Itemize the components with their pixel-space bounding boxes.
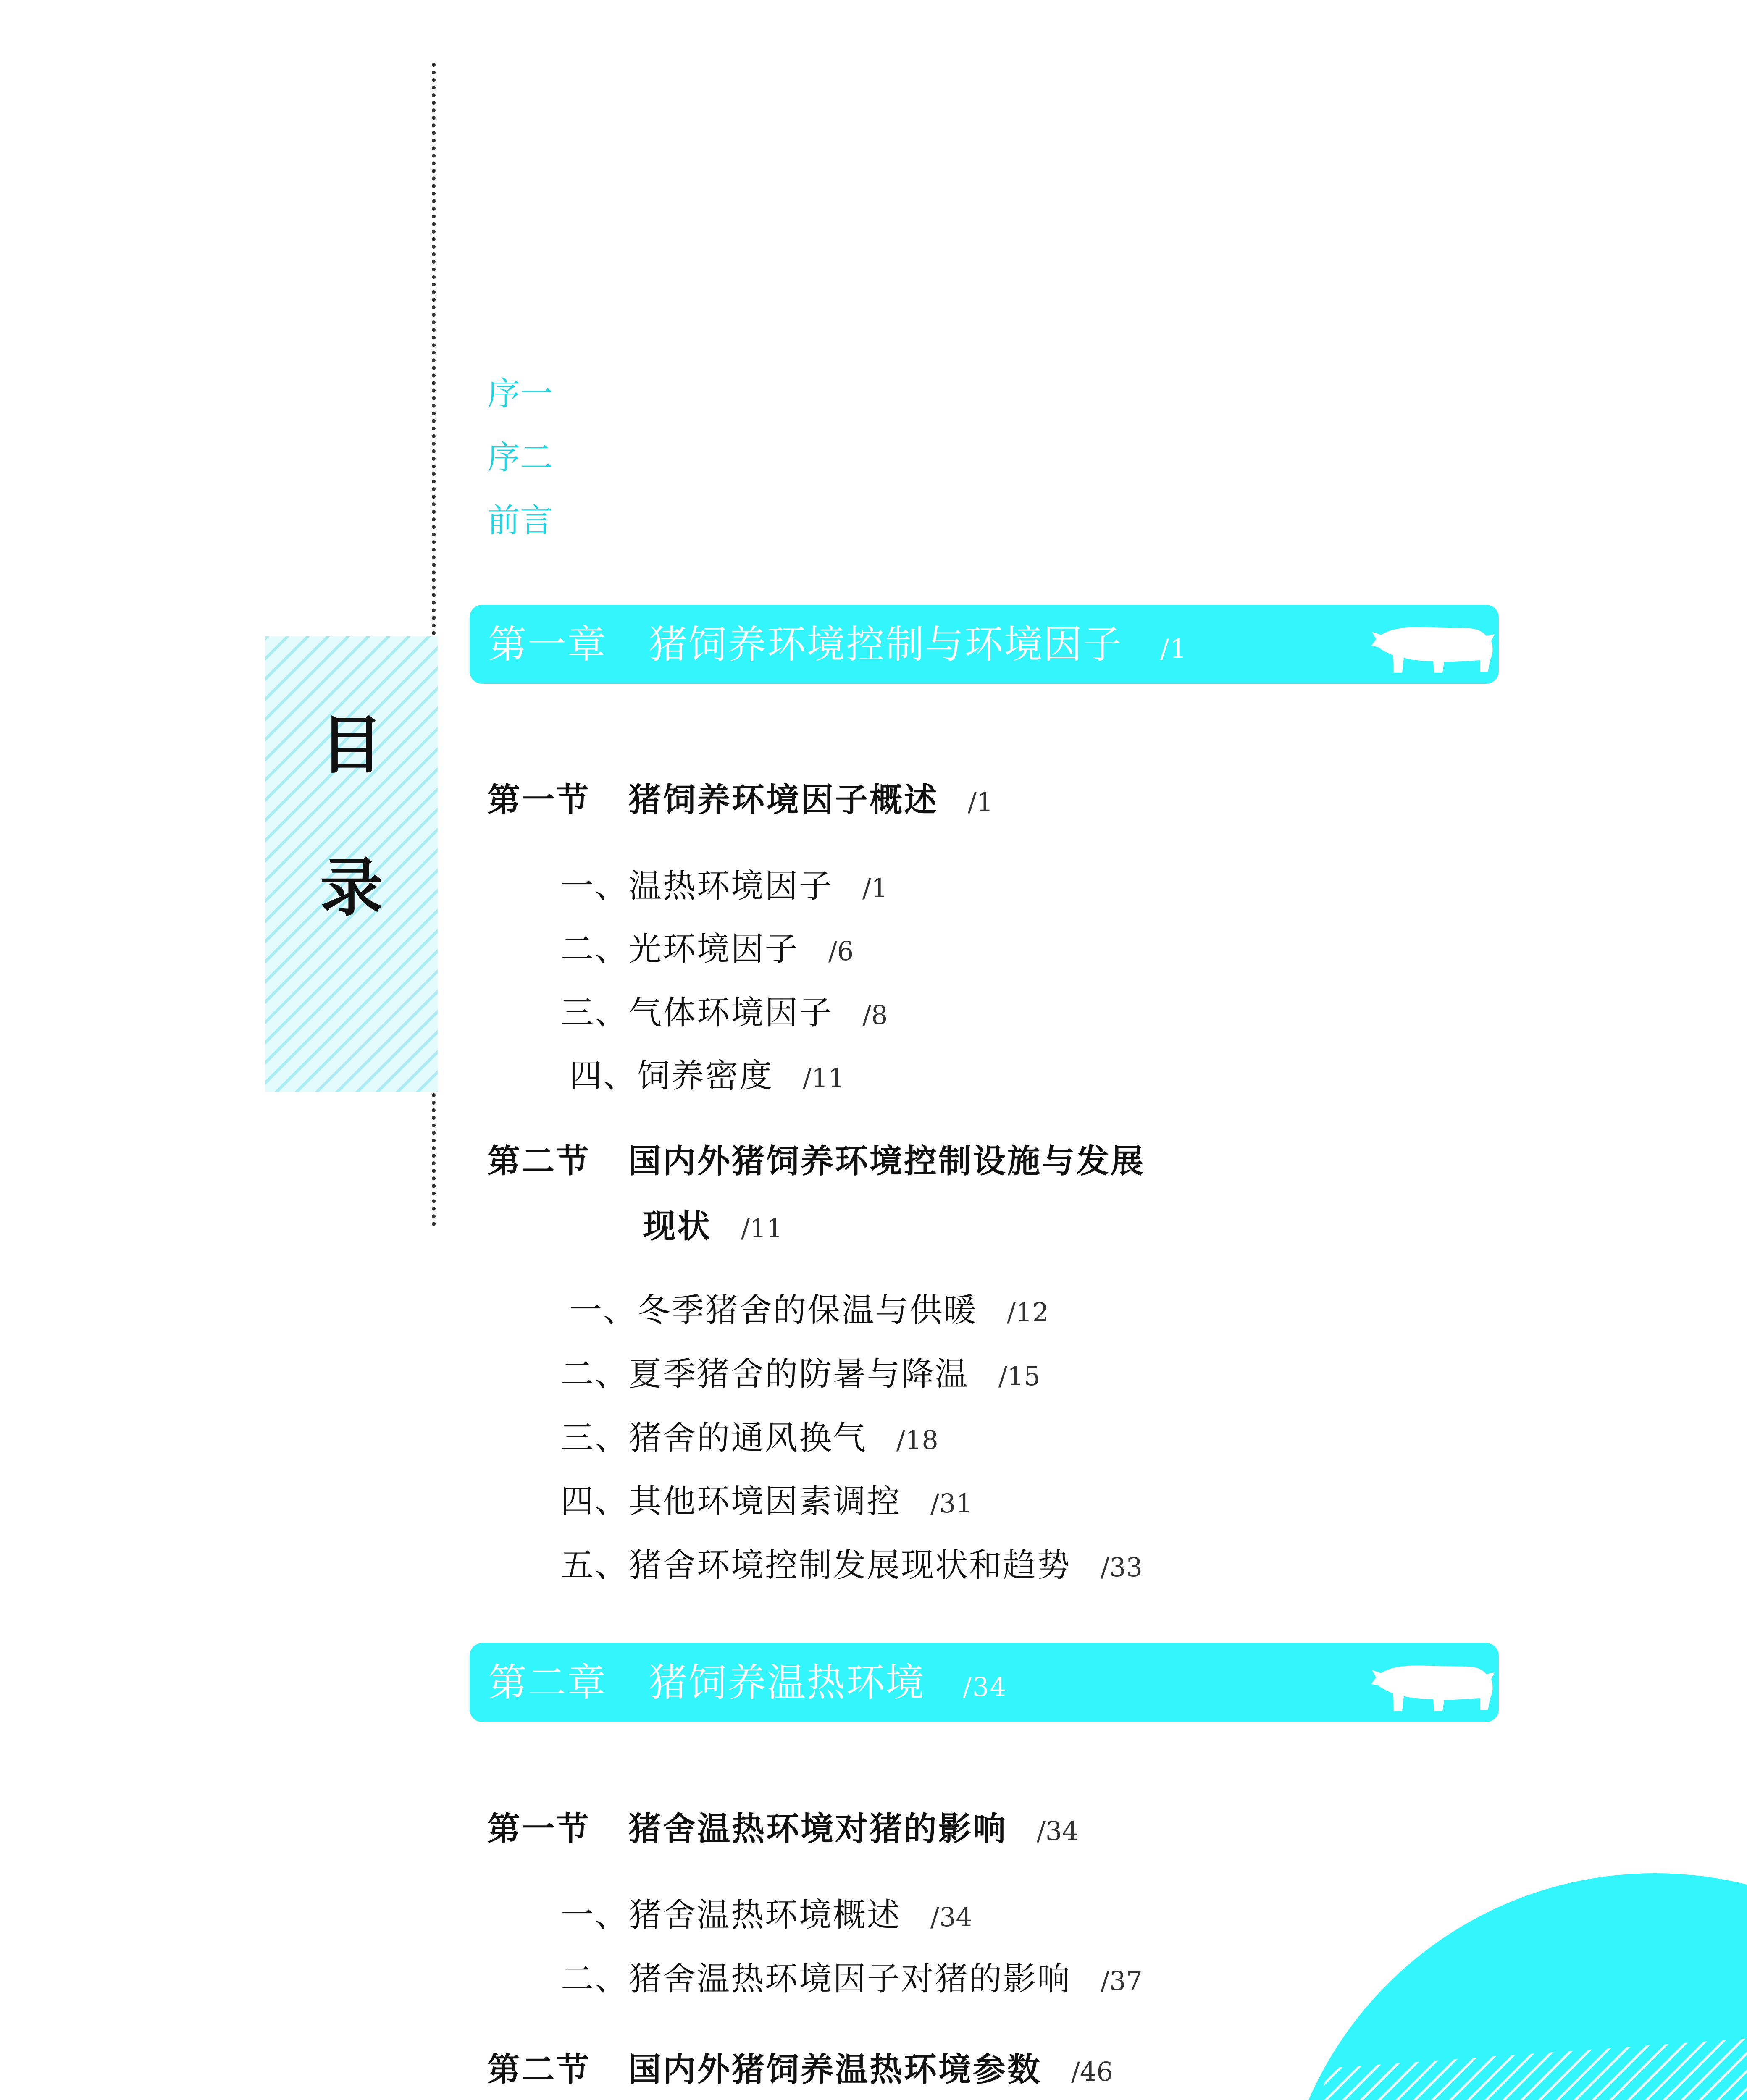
chapter-2-page: /34 <box>963 1672 1007 1702</box>
toc-item[interactable] <box>561 1958 1143 2002</box>
item-page: /31 <box>930 1488 972 1519</box>
section-title-cont: 现状 <box>643 1208 712 1245</box>
item-text: 一、冬季猪舍的保温与供暖 <box>569 1292 978 1329</box>
toc-item[interactable] <box>561 992 888 1036</box>
item-text: 四、饲养密度 <box>569 1057 774 1095</box>
section-title: 国内外猪饲养环境控制设施与发展 <box>628 1142 1145 1180</box>
chapter-2-title <box>488 1660 1007 1710</box>
chapter-1-banner[interactable] <box>470 605 1499 684</box>
toc-section-1-2[interactable] <box>487 1140 1145 1182</box>
chapter-1-label: 第一章 <box>488 622 607 667</box>
chapter-1-page: /1 <box>1160 633 1187 664</box>
item-text: 三、猪舍的通风换气 <box>561 1419 867 1457</box>
section-title: 国内外猪饲养温热环境参数 <box>628 2051 1042 2089</box>
toc-item[interactable] <box>561 865 888 909</box>
chapter-1-title <box>488 622 1187 672</box>
item-page: /6 <box>828 936 854 966</box>
section-page: /1 <box>968 787 993 817</box>
item-text: 四、其他环境因素调控 <box>561 1483 901 1520</box>
chapter-1-name: 猪饲养环境控制与环境因子 <box>649 622 1123 667</box>
toc-item[interactable] <box>561 1353 1040 1397</box>
section-page: /34 <box>1037 1816 1079 1846</box>
section-label: 第一节 <box>487 1810 591 1848</box>
chapter-2-name: 猪饲养温热环境 <box>649 1660 925 1705</box>
pig-icon <box>1369 613 1499 676</box>
toc-item[interactable] <box>561 1417 938 1461</box>
toc-item[interactable] <box>561 1894 972 1938</box>
item-page: /18 <box>896 1425 938 1455</box>
toc-entry-foreword[interactable]: 前言 <box>487 502 553 540</box>
toc-section-2-1[interactable] <box>487 1808 1079 1852</box>
section-page: /46 <box>1071 2056 1113 2087</box>
item-page: /8 <box>862 1000 888 1030</box>
toc-entry-preface-2[interactable]: 序二 <box>487 439 553 477</box>
item-text: 一、温热环境因子 <box>561 867 833 905</box>
item-page: /11 <box>803 1063 845 1093</box>
toc-item[interactable] <box>561 1480 972 1525</box>
item-text: 一、猪舍温热环境概述 <box>561 1896 901 1934</box>
section-page: /11 <box>741 1213 783 1244</box>
toc-item[interactable] <box>561 928 854 972</box>
toc-section-1-1[interactable] <box>487 779 993 823</box>
item-text: 三、气体环境因子 <box>561 994 833 1032</box>
side-title-char-2: 录 <box>320 852 383 925</box>
item-page: /12 <box>1007 1297 1049 1328</box>
section-title: 猪饲养环境因子概述 <box>628 781 939 819</box>
chapter-2-banner[interactable] <box>470 1643 1499 1722</box>
item-text: 二、光环境因子 <box>561 930 799 968</box>
pig-icon <box>1369 1651 1499 1714</box>
section-label: 第二节 <box>487 1142 591 1180</box>
toc-item[interactable] <box>561 1544 1143 1588</box>
section-label: 第一节 <box>487 781 591 819</box>
chapter-2-label: 第二章 <box>488 1660 607 1705</box>
section-label: 第二节 <box>487 2051 591 2089</box>
toc-section-1-2-cont[interactable] <box>643 1205 783 1250</box>
toc-item[interactable] <box>569 1055 845 1099</box>
item-page: /15 <box>998 1361 1040 1391</box>
item-text: 五、猪舍环境控制发展现状和趋势 <box>561 1546 1072 1584</box>
toc-item[interactable] <box>569 1289 1049 1334</box>
item-page: /1 <box>862 873 888 903</box>
item-text: 二、猪舍温热环境因子对猪的影响 <box>561 1960 1072 1998</box>
toc-entry-preface-1[interactable]: 序一 <box>487 375 553 413</box>
item-page: /34 <box>930 1902 972 1932</box>
item-page: /33 <box>1101 1552 1143 1583</box>
item-page: /37 <box>1101 1966 1143 1996</box>
section-title: 猪舍温热环境对猪的影响 <box>628 1810 1008 1848</box>
item-text: 二、夏季猪舍的防暑与降温 <box>561 1355 969 1393</box>
side-title-char-1: 目 <box>320 709 383 782</box>
toc-section-2-2[interactable] <box>487 2049 1113 2093</box>
